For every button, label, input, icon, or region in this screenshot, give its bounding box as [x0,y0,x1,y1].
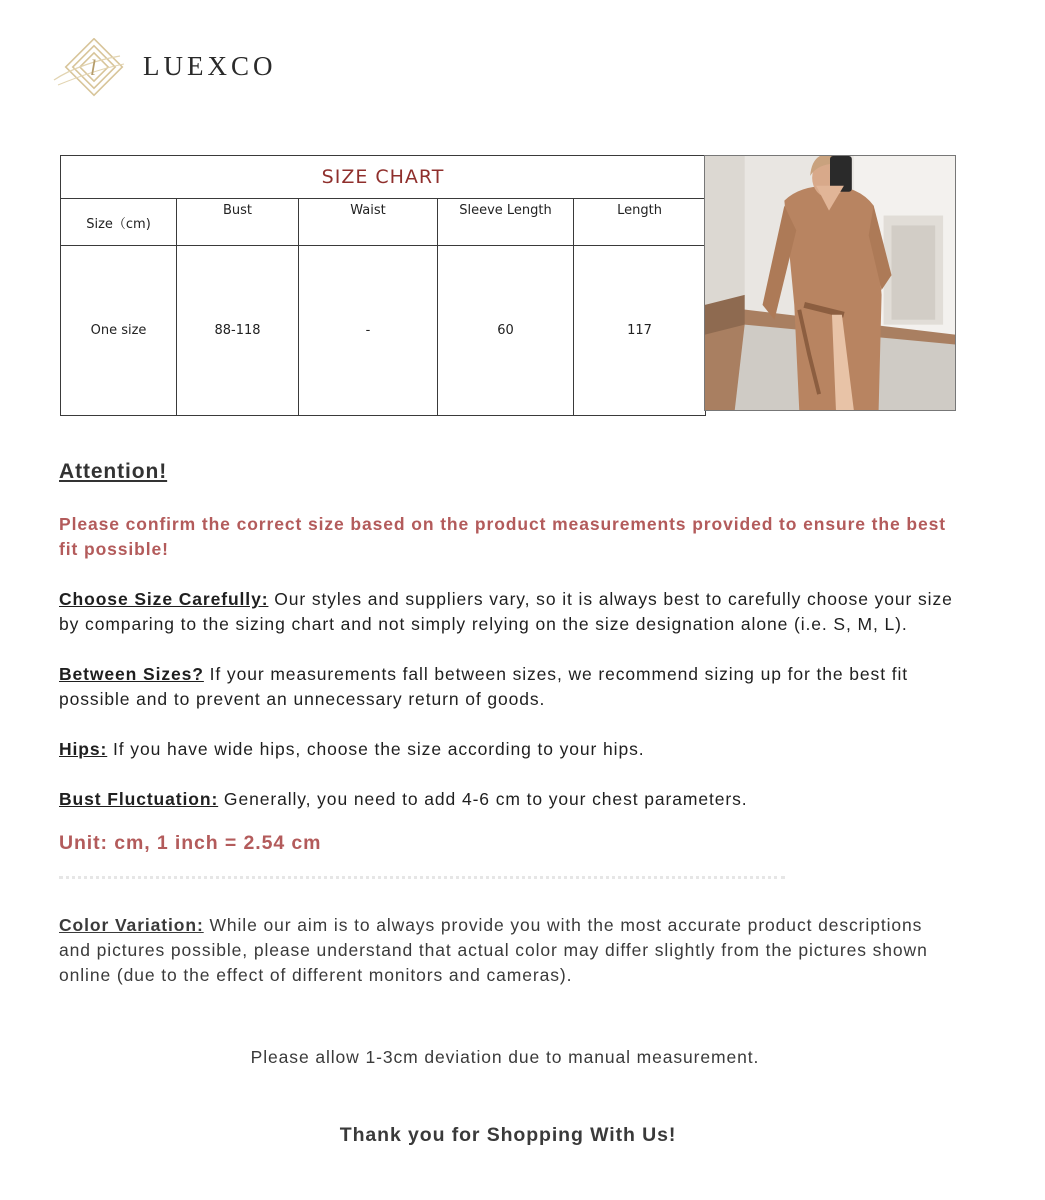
choose-size-lead: Choose Size Carefully: [59,589,269,609]
size-chart-header-row [61,199,706,246]
size-chart-table [60,155,706,416]
header-sleeve-length: Sleeve Length [438,199,574,246]
hips-note [59,737,959,762]
bust-fluctuation-lead: Bust Fluctuation: [59,789,219,809]
color-variation-note [59,913,959,988]
cell-sleeve-length: 60 [438,246,574,416]
between-sizes-text: If your measurements fall between sizes, we recommend sizing up for the best fit possible and to prevent an unnecessary return of goods. [59,664,909,709]
size-chart-title: SIZE CHART [61,156,706,199]
deviation-note: Please allow 1-3cm deviation due to manual measurement. [250,1047,760,1067]
choose-size-note [59,587,959,637]
hips-text: If you have wide hips, choose the size according to your hips. [107,739,645,759]
attention-heading: Attention! [59,460,168,483]
color-variation-lead: Color Variation: [59,914,204,935]
size-chart-row [61,246,706,416]
fit-warning: Please confirm the correct size based on the product measurements provided to ensure the best fit possible! [59,514,946,559]
cell-length: 117 [574,246,706,416]
choose-size-text: Our styles and suppliers vary, so it is always best to carefully choose your size by comparing to the sizing chart and not simply relying on the size designation alone (i.e. S, M, L). [59,589,953,634]
color-variation-text: While our aim is to always provide you with the most accurate product descriptions and pictures possible, please understand that actual color may differ slightly from the pictures shown online (due to the effect of different monitors and cameras). [59,914,928,985]
brand-name: LUEXCO [143,51,277,81]
between-sizes-lead: Between Sizes? [59,664,204,684]
bust-fluctuation-note [59,787,959,812]
between-sizes-note [59,662,959,712]
cell-waist: - [299,246,438,416]
header-waist: Waist [299,199,438,246]
header-size: Size（cm) [61,199,177,246]
logo-monogram: l [90,55,97,80]
cell-size: One size [61,246,177,416]
hips-lead: Hips: [59,739,108,759]
size-notes [59,459,959,988]
bust-fluctuation-text: Generally, you need to add 4-6 cm to your chest parameters. [218,789,748,809]
cell-bust: 88-118 [177,246,299,416]
product-photo [704,155,956,411]
unit-conversion: Unit: cm, 1 inch = 2.54 cm [59,832,322,854]
header-bust: Bust [177,199,299,246]
dotted-divider [59,876,785,879]
header-length: Length [574,199,706,246]
thank-you-message: Thank you for Shopping With Us! [339,1124,677,1146]
